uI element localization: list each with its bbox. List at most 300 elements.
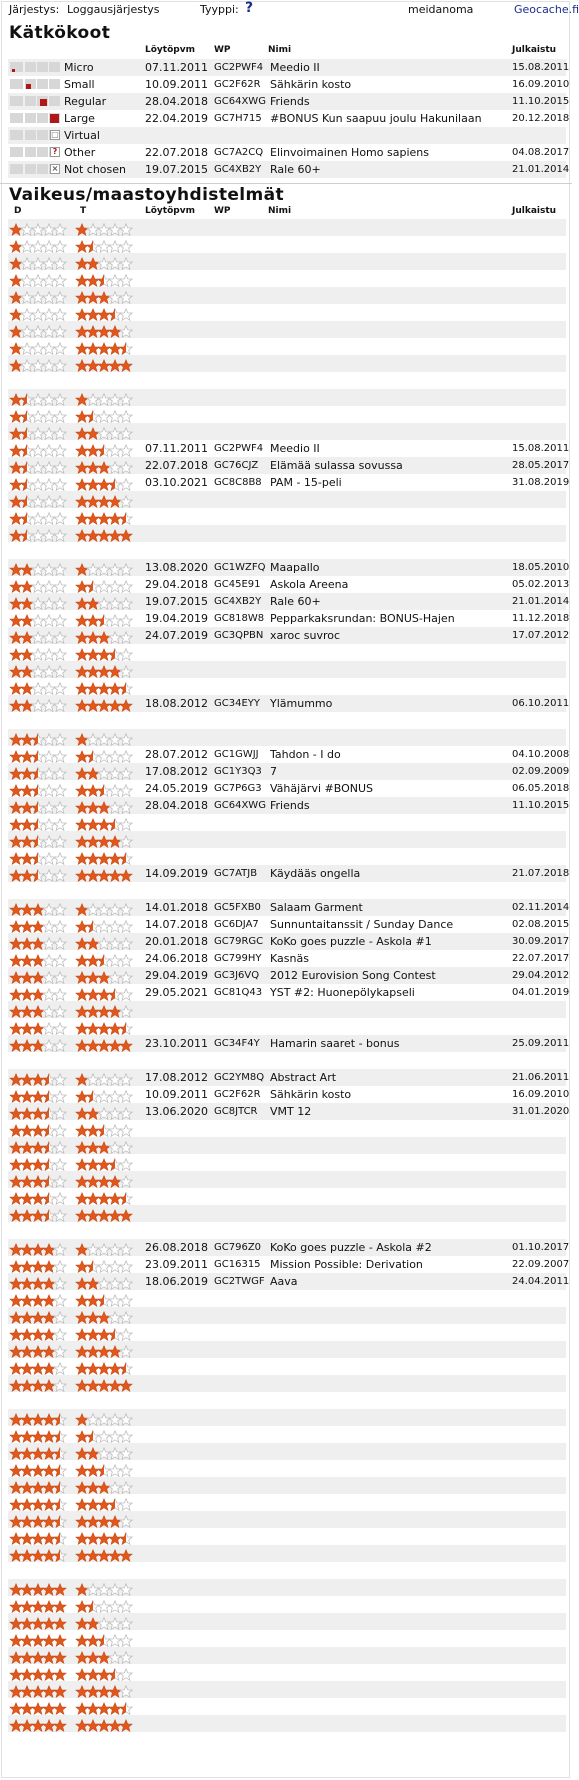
dt-row <box>8 661 566 678</box>
star-icon <box>119 1719 133 1732</box>
cache-name-link[interactable]: KoKo goes puzzle - Askola #1 <box>270 935 432 948</box>
star-icon <box>119 631 133 644</box>
cache-name-link[interactable]: PAM - 15-peli <box>270 476 342 489</box>
waypoint-link[interactable]: GC7A2CQ <box>214 147 264 158</box>
star-icon <box>53 801 67 814</box>
star-icon <box>53 1107 67 1120</box>
cache-name-link[interactable]: Maapallo <box>270 561 320 574</box>
header-name: Nimi <box>268 45 292 55</box>
section-divider <box>0 183 572 184</box>
waypoint-link[interactable]: GC2PWF4 <box>214 443 264 454</box>
dt-row <box>8 406 566 423</box>
found-date: 22.07.2018 <box>145 459 208 472</box>
star-icon <box>53 920 67 933</box>
dt-row <box>8 304 566 321</box>
cache-name-link[interactable]: Abstract Art <box>270 1071 337 1084</box>
cache-name-link[interactable]: Sähkärin kosto <box>270 1088 352 1101</box>
terrain-stars <box>75 1037 145 1050</box>
sort-dropdown[interactable]: Loggausjärjestys <box>67 3 160 16</box>
size-not-chosen-icon: × <box>10 164 60 174</box>
star-icon <box>119 614 133 627</box>
cache-name-link[interactable]: Elämää sulassa sovussa <box>270 459 403 472</box>
difficulty-stars <box>9 799 79 812</box>
star-icon <box>119 1022 133 1035</box>
star-icon <box>119 835 133 848</box>
difficulty-stars <box>9 1173 79 1186</box>
waypoint-link[interactable]: GC1Y3Q3 <box>214 766 262 777</box>
header-published: Julkaistu <box>512 206 557 216</box>
size-label: Small <box>64 78 95 91</box>
star-icon <box>53 393 67 406</box>
published-date: 31.01.2020 <box>512 1106 570 1117</box>
difficulty-stars <box>9 1071 79 1084</box>
size-label: Large <box>64 112 95 125</box>
published-date: 11.10.2015 <box>512 96 570 107</box>
terrain-stars <box>75 272 145 285</box>
terrain-stars <box>75 340 145 353</box>
cache-name-link[interactable]: 7 <box>270 765 277 778</box>
cache-name-link[interactable]: YST #2: Huonepölykapseli <box>270 986 415 999</box>
terrain-stars <box>75 1241 145 1254</box>
waypoint-link[interactable]: GC4XB2Y <box>214 596 262 607</box>
star-icon <box>53 1362 67 1375</box>
dt-row <box>8 1511 566 1528</box>
waypoint-link[interactable]: GC7P6G3 <box>214 783 262 794</box>
found-date: 19.07.2015 <box>145 595 208 608</box>
star-icon <box>119 325 133 338</box>
dt-row <box>8 763 570 780</box>
difficulty-stars <box>9 510 79 523</box>
star-icon <box>53 1651 67 1664</box>
dt-row <box>8 1154 566 1171</box>
star-icon <box>119 869 133 882</box>
cache-name-link[interactable]: Meedio II <box>270 61 320 74</box>
cache-name-link[interactable]: Sähkärin kosto <box>270 78 352 91</box>
terrain-stars <box>75 867 145 880</box>
found-date: 18.06.2019 <box>145 1275 208 1288</box>
star-icon <box>53 529 67 542</box>
difficulty-stars <box>9 1496 79 1509</box>
star-icon <box>119 274 133 287</box>
terrain-stars <box>75 1666 145 1679</box>
star-icon <box>119 988 133 1001</box>
difficulty-stars <box>9 663 79 676</box>
star-icon <box>53 1175 67 1188</box>
dt-row <box>8 746 570 763</box>
terrain-stars <box>75 1071 145 1084</box>
waypoint-link[interactable]: GC8C8B8 <box>214 477 262 488</box>
star-icon <box>53 1005 67 1018</box>
star-icon <box>119 1498 133 1511</box>
waypoint-link[interactable]: GC34EYY <box>214 698 260 709</box>
star-icon <box>119 342 133 355</box>
star-icon <box>119 495 133 508</box>
star-icon <box>119 903 133 916</box>
terrain-stars <box>75 255 145 268</box>
cache-name-link[interactable]: 2012 Eurovision Song Contest <box>270 969 436 982</box>
dt-row <box>8 423 566 440</box>
cache-name-link[interactable]: Tahdon - I do <box>270 748 341 761</box>
star-icon <box>53 818 67 831</box>
dt-row <box>8 695 570 712</box>
published-date: 17.07.2012 <box>512 630 570 641</box>
star-icon <box>53 1073 67 1086</box>
published-date: 04.10.2008 <box>512 749 570 760</box>
difficulty-stars <box>9 527 79 540</box>
dt-row <box>8 576 570 593</box>
waypoint-link[interactable]: GC2TWGF <box>214 1276 265 1287</box>
found-date: 18.08.2012 <box>145 697 208 710</box>
star-icon <box>53 291 67 304</box>
published-date: 02.11.2014 <box>512 902 570 913</box>
found-date: 26.08.2018 <box>145 1241 208 1254</box>
star-icon <box>53 240 67 253</box>
waypoint-link[interactable]: GC796Z0 <box>214 1242 262 1253</box>
terrain-stars <box>75 493 145 506</box>
difficulty-stars <box>9 782 79 795</box>
terrain-stars <box>75 408 145 421</box>
found-date: 20.01.2018 <box>145 935 208 948</box>
terrain-stars <box>75 782 145 795</box>
star-icon <box>53 903 67 916</box>
difficulty-stars <box>9 1615 79 1628</box>
size-micro-icon <box>10 62 60 72</box>
difficulty-stars <box>9 1190 79 1203</box>
waypoint-link[interactable]: GC7ATJB <box>214 868 258 879</box>
star-icon <box>53 631 67 644</box>
cache-name-link[interactable]: Friends <box>270 95 310 108</box>
published-date: 11.12.2018 <box>512 613 570 624</box>
cache-name-link[interactable]: KoKo goes puzzle - Askola #2 <box>270 1241 432 1254</box>
dt-row <box>8 1715 566 1732</box>
star-icon <box>119 1345 133 1358</box>
cache-name-link[interactable]: Askola Areena <box>270 578 349 591</box>
sizes-title: Kätkökoot <box>9 23 111 43</box>
star-icon <box>119 1464 133 1477</box>
star-icon <box>53 580 67 593</box>
star-icon <box>119 1430 133 1443</box>
waypoint-link[interactable]: GC16315 <box>214 1259 261 1270</box>
found-date: 19.07.2015 <box>145 163 208 176</box>
dt-row <box>8 474 570 491</box>
dt-row <box>8 814 566 831</box>
dt-row <box>8 1596 566 1613</box>
waypoint-link[interactable]: GC7H715 <box>214 113 262 124</box>
found-date: 29.04.2018 <box>145 578 208 591</box>
dt-header <box>0 206 572 220</box>
cache-name-link[interactable]: Vähäjärvi #BONUS <box>270 782 373 795</box>
size-label: Regular <box>64 95 107 108</box>
waypoint-link[interactable]: GC45E91 <box>214 579 261 590</box>
published-date: 02.09.2009 <box>512 766 570 777</box>
star-icon <box>119 359 133 372</box>
star-icon <box>53 478 67 491</box>
terrain-stars <box>75 969 145 982</box>
cache-name-link[interactable]: Ylämummo <box>270 697 333 710</box>
star-icon <box>119 1039 133 1052</box>
waypoint-link[interactable]: GC64XWG <box>214 96 266 107</box>
difficulty-stars <box>9 952 79 965</box>
found-date: 24.06.2018 <box>145 952 208 965</box>
star-icon <box>53 1719 67 1732</box>
star-icon <box>53 274 67 287</box>
terrain-stars <box>75 1122 145 1135</box>
header-found: Löytöpvm <box>145 45 195 55</box>
terrain-stars <box>75 850 145 863</box>
star-icon <box>53 784 67 797</box>
waypoint-link[interactable]: GC2PWF4 <box>214 62 264 73</box>
waypoint-link[interactable]: GC79RGC <box>214 936 264 947</box>
difficulty-stars <box>9 1462 79 1475</box>
terrain-stars <box>75 510 145 523</box>
waypoint-link[interactable]: GC3J6VQ <box>214 970 260 981</box>
dt-row <box>8 219 566 236</box>
star-icon <box>53 1498 67 1511</box>
dt-row <box>8 1256 570 1273</box>
found-date: 10.09.2011 <box>145 1088 208 1101</box>
waypoint-link[interactable]: GC34F4Y <box>214 1038 260 1049</box>
star-icon <box>119 920 133 933</box>
star-icon <box>53 1345 67 1358</box>
published-date: 02.08.2015 <box>512 919 570 930</box>
star-icon <box>53 1600 67 1613</box>
header-terrain: T <box>80 206 87 216</box>
star-icon <box>53 427 67 440</box>
difficulty-stars <box>9 1581 79 1594</box>
star-icon <box>53 1039 67 1052</box>
terrain-stars <box>75 1496 145 1509</box>
dt-row <box>8 440 570 457</box>
cache-name-link[interactable]: Aava <box>270 1275 298 1288</box>
found-date: 13.06.2020 <box>145 1105 208 1118</box>
star-icon <box>53 954 67 967</box>
waypoint-link[interactable]: GC2F62R <box>214 1089 261 1100</box>
cache-name-link[interactable]: Friends <box>270 799 310 812</box>
star-icon <box>53 1634 67 1647</box>
star-icon <box>119 852 133 865</box>
waypoint-link[interactable]: GC4XB2Y <box>214 164 262 175</box>
terrain-stars <box>75 1683 145 1696</box>
star-icon <box>119 767 133 780</box>
difficulty-stars <box>9 1377 79 1390</box>
waypoint-link[interactable]: GC5FXB0 <box>214 902 261 913</box>
cache-name-link[interactable]: Pepparkaksrundan: BONUS-Hajen <box>270 612 455 625</box>
star-icon <box>119 1447 133 1460</box>
waypoint-link[interactable]: GC6DJA7 <box>214 919 259 930</box>
terrain-stars <box>75 1479 145 1492</box>
difficulty-stars <box>9 1343 79 1356</box>
size-virtual-icon: □ <box>10 130 60 140</box>
cache-name-link[interactable]: xaroc suvroc <box>270 629 341 642</box>
difficulty-stars <box>9 493 79 506</box>
difficulty-stars <box>9 969 79 982</box>
waypoint-link[interactable]: GC76CJZ <box>214 460 259 471</box>
dt-row <box>8 1001 566 1018</box>
difficulty-stars <box>9 1700 79 1713</box>
difficulty-stars <box>9 357 79 370</box>
geocache-fi-link[interactable]: Geocache.fi <box>514 3 579 16</box>
difficulty-stars <box>9 816 79 829</box>
dt-row <box>8 1273 570 1290</box>
cache-name-link[interactable]: Salaam Garment <box>270 901 363 914</box>
star-icon <box>119 512 133 525</box>
found-date: 14.07.2018 <box>145 918 208 931</box>
star-icon <box>53 1192 67 1205</box>
star-icon <box>119 240 133 253</box>
question-icon[interactable]: ? <box>245 0 254 16</box>
star-icon <box>119 1277 133 1290</box>
difficulty-stars <box>9 1122 79 1135</box>
waypoint-link[interactable]: GC2YM8Q <box>214 1072 265 1083</box>
terrain-stars <box>75 986 145 999</box>
terrain-stars <box>75 799 145 812</box>
terrain-stars <box>75 1190 145 1203</box>
difficulty-stars <box>9 867 79 880</box>
terrain-stars <box>75 391 145 404</box>
star-icon <box>53 852 67 865</box>
star-icon <box>119 563 133 576</box>
waypoint-link[interactable]: GC818W8 <box>214 613 265 624</box>
terrain-stars <box>75 646 145 659</box>
terrain-stars <box>75 1207 145 1220</box>
terrain-stars <box>75 1445 145 1458</box>
found-date: 28.04.2018 <box>145 799 208 812</box>
difficulty-stars <box>9 408 79 421</box>
star-icon <box>119 597 133 610</box>
cache-name-link[interactable]: Elinvoimainen Homo sapiens <box>270 146 429 159</box>
star-icon <box>119 1668 133 1681</box>
cache-name-link[interactable]: Rale 60+ <box>270 163 321 176</box>
dt-row <box>8 627 570 644</box>
star-icon <box>119 1294 133 1307</box>
star-icon <box>119 1600 133 1613</box>
published-date: 18.05.2010 <box>512 562 570 573</box>
size-label: Other <box>64 146 96 159</box>
star-icon <box>53 1685 67 1698</box>
waypoint-link[interactable]: GC1WZFQ <box>214 562 266 573</box>
cache-name-link[interactable]: Mission Possible: Derivation <box>270 1258 423 1271</box>
difficulty-stars <box>9 986 79 999</box>
terrain-stars <box>75 680 145 693</box>
terrain-stars <box>75 1598 145 1611</box>
difficulty-stars <box>9 1513 79 1526</box>
waypoint-link[interactable]: GC3QPBN <box>214 630 264 641</box>
dt-row <box>8 678 566 695</box>
size-other-icon: ? <box>10 147 60 157</box>
difficulty-stars <box>9 697 79 710</box>
star-icon <box>119 1685 133 1698</box>
waypoint-link[interactable]: GC81Q43 <box>214 987 263 998</box>
header-difficulty: D <box>14 206 22 216</box>
cache-name-link[interactable]: Hamarin saaret - bonus <box>270 1037 400 1050</box>
found-date: 13.08.2020 <box>145 561 208 574</box>
terrain-stars <box>75 1173 145 1186</box>
star-icon <box>119 699 133 712</box>
dt-row <box>8 1188 566 1205</box>
star-icon <box>119 801 133 814</box>
terrain-stars <box>75 901 145 914</box>
cache-name-link[interactable]: Kasnäs <box>270 952 309 965</box>
terrain-stars <box>75 816 145 829</box>
star-icon <box>119 1328 133 1341</box>
star-icon <box>119 1362 133 1375</box>
difficulty-stars <box>9 1292 79 1305</box>
cache-name-link[interactable]: Meedio II <box>270 442 320 455</box>
header-wp: WP <box>214 45 231 55</box>
dt-row <box>8 644 566 661</box>
published-date: 20.12.2018 <box>512 113 570 124</box>
terrain-stars <box>75 1581 145 1594</box>
dt-row <box>8 1307 566 1324</box>
dt-row <box>8 865 570 882</box>
published-date: 30.09.2017 <box>512 936 570 947</box>
cache-name-link[interactable]: Käydääs ongella <box>270 867 361 880</box>
star-icon <box>119 1413 133 1426</box>
waypoint-link[interactable]: GC2F62R <box>214 79 261 90</box>
waypoint-link[interactable]: GC1GWJJ <box>214 749 259 760</box>
cache-name-link[interactable]: VMT 12 <box>270 1105 312 1118</box>
dt-row <box>8 1664 566 1681</box>
waypoint-link[interactable]: GC799HY <box>214 953 262 964</box>
star-icon <box>53 699 67 712</box>
waypoint-link[interactable]: GC64XWG <box>214 800 266 811</box>
cache-name-link[interactable]: Rale 60+ <box>270 595 321 608</box>
star-icon <box>53 1141 67 1154</box>
terrain-stars <box>75 1632 145 1645</box>
published-date: 16.09.2010 <box>512 79 570 90</box>
terrain-stars <box>75 1360 145 1373</box>
dt-row <box>8 1579 566 1596</box>
star-icon <box>119 1209 133 1222</box>
size-regular-icon <box>10 96 60 106</box>
difficulty-stars <box>9 306 79 319</box>
star-icon <box>119 1651 133 1664</box>
terrain-stars <box>75 1615 145 1628</box>
terrain-stars <box>75 1326 145 1339</box>
star-icon <box>53 648 67 661</box>
dt-row <box>8 253 566 270</box>
difficulty-stars <box>9 391 79 404</box>
terrain-stars <box>75 629 145 642</box>
size-label: Micro <box>64 61 94 74</box>
difficulty-stars <box>9 289 79 302</box>
terrain-stars <box>75 1105 145 1118</box>
terrain-stars <box>75 1462 145 1475</box>
toolbar <box>0 0 579 20</box>
size-small-icon <box>10 79 60 89</box>
sort-label: Järjestys: <box>9 3 60 16</box>
dt-row <box>8 1103 570 1120</box>
terrain-stars <box>75 935 145 948</box>
terrain-stars <box>75 357 145 370</box>
cache-name-link[interactable]: Sunnuntaitanssit / Sunday Dance <box>270 918 454 931</box>
star-icon <box>53 1549 67 1562</box>
difficulty-stars <box>9 612 79 625</box>
cache-name-link[interactable]: #BONUS Kun saapuu joulu Hakunilaan <box>270 112 482 125</box>
dt-row <box>8 355 566 372</box>
found-date: 07.11.2011 <box>145 61 208 74</box>
size-label: Not chosen <box>64 163 126 176</box>
published-date: 11.10.2015 <box>512 800 570 811</box>
waypoint-link[interactable]: GC8JTCR <box>214 1106 258 1117</box>
star-icon <box>53 1022 67 1035</box>
header-wp: WP <box>214 206 231 216</box>
difficulty-stars <box>9 578 79 591</box>
star-icon <box>119 529 133 542</box>
star-icon <box>119 393 133 406</box>
dt-row <box>8 950 570 967</box>
published-date: 01.10.2017 <box>512 1242 570 1253</box>
